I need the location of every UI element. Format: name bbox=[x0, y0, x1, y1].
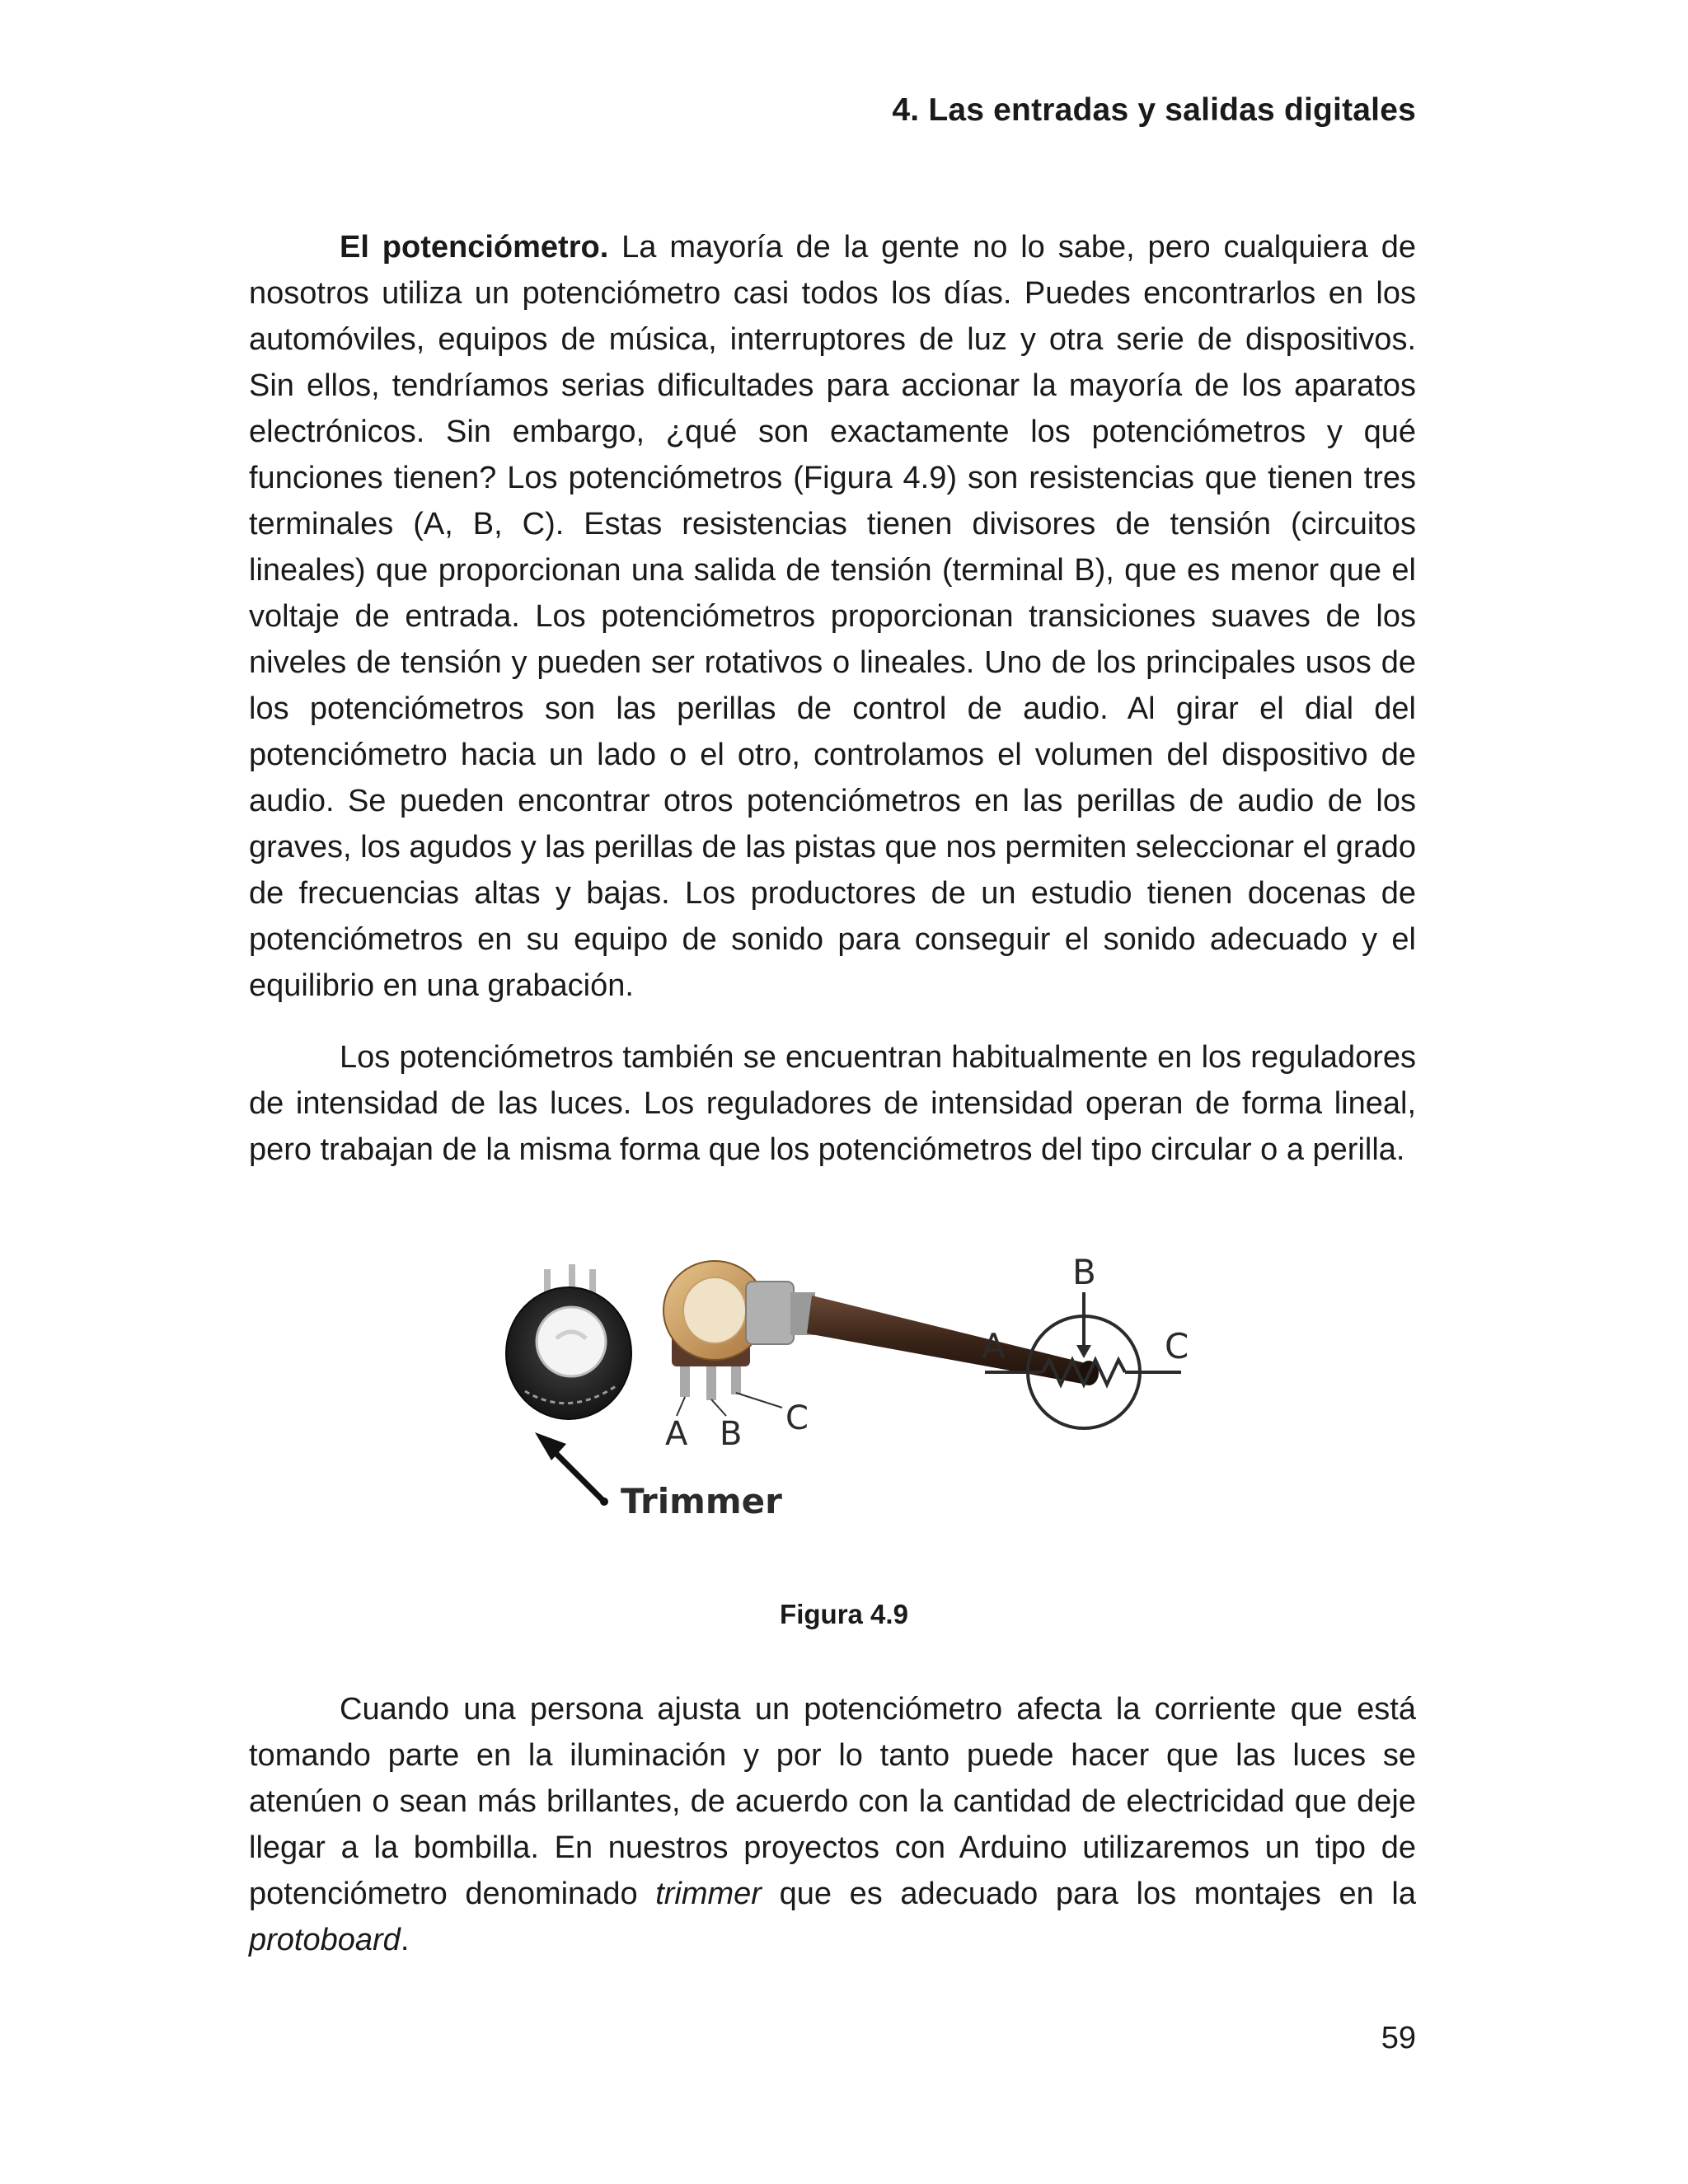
italic-term-protoboard: protoboard bbox=[249, 1923, 401, 1957]
paragraph-dimmers: Los potenciómetros también se encuentran habitualmente en los reguladores de intensidad de las luces. Los reguladores de intensidad operan de forma lineal, pero trabajan de la misma forma que los potenciómetros del tipo circular o a perilla. bbox=[249, 1040, 1416, 1167]
pot-label-b: B bbox=[720, 1415, 743, 1453]
paragraph-text: Cuando una persona ajusta un potenciómetro afecta la corriente que está tomando parte en la iluminación y por lo tanto puede hacer que las luces se atenúen o sean más brillantes, de acuerdo con la cantidad de electricidad que deje llegar a la bombilla. En nuestros proyectos con Arduino utilizaremos un tipo de potenciómetro denominado bbox=[249, 1692, 1416, 1911]
symbol-label-a: A bbox=[982, 1326, 1006, 1366]
trimmer-label: Trimmer bbox=[621, 1481, 782, 1521]
trimmer-arrow-icon bbox=[535, 1432, 608, 1506]
pot-label-a: A bbox=[665, 1415, 688, 1453]
paragraph-text: . bbox=[400, 1923, 410, 1957]
figure-potentiometers bbox=[474, 1253, 1216, 1582]
rotary-potentiometer-image bbox=[663, 1261, 1099, 1400]
paragraph-text: que es adecuado para los montajes en la bbox=[761, 1877, 1416, 1911]
italic-term-trimmer: trimmer bbox=[655, 1877, 762, 1911]
paragraph-lead: El potenciómetro. bbox=[340, 230, 609, 265]
page-number: 59 bbox=[1381, 2021, 1416, 2055]
paragraph-trimmer bbox=[249, 1686, 1416, 1963]
symbol-label-b: B bbox=[1072, 1253, 1096, 1292]
paragraph-text: La mayoría de la gente no lo sabe, pero cualquiera de nosotros utiliza un potenciómetro casi todos los días. Puedes encontrarlos en los automóviles, equipos de música, interruptores de luz y otra serie de dispositivos. Sin ellos, tendríamos serias dificultades para accionar la mayoría de los aparatos electrónicos. Sin embargo, ¿qué son exactamente los potenciómetros y qué funciones tienen? Los potenciómetros (Figura 4.9) son resistencias que tienen tres terminales (A, B, C). Estas resistencias tienen divisores de tensión (circuitos lineales) que proporcionan una salida de tensión (terminal B), que es menor que el voltaje de entrada. Los potenciómetros proporcionan transiciones suaves de los niveles de tensión y pueden ser rotativos o lineales. Uno de los principales usos de los potenciómetros son las perillas de control de audio. Al girar el dial del potenciómetro hacia un lado o el otro, controlamos el volumen del dispositivo de audio. Se pueden encontrar otros potenciómetros en las perillas de audio de los graves, los agudos y las perillas de las pistas que nos permiten seleccionar el grado de frecuencias altas y bajas. Los productores de un estudio tienen docenas de potenciómetros en su equipo de sonido para conseguir el sonido adecuado y el equilibrio en una grabación. bbox=[249, 230, 1417, 1003]
figure-caption: Figura 4.9 bbox=[780, 1599, 908, 1629]
chapter-header: 4. Las entradas y salidas digitales bbox=[892, 92, 1416, 128]
symbol-label-c: C bbox=[1165, 1326, 1189, 1366]
trimmer-image bbox=[506, 1264, 631, 1419]
paragraph-potentiometer bbox=[249, 224, 1416, 1009]
pot-label-c: C bbox=[785, 1399, 809, 1437]
